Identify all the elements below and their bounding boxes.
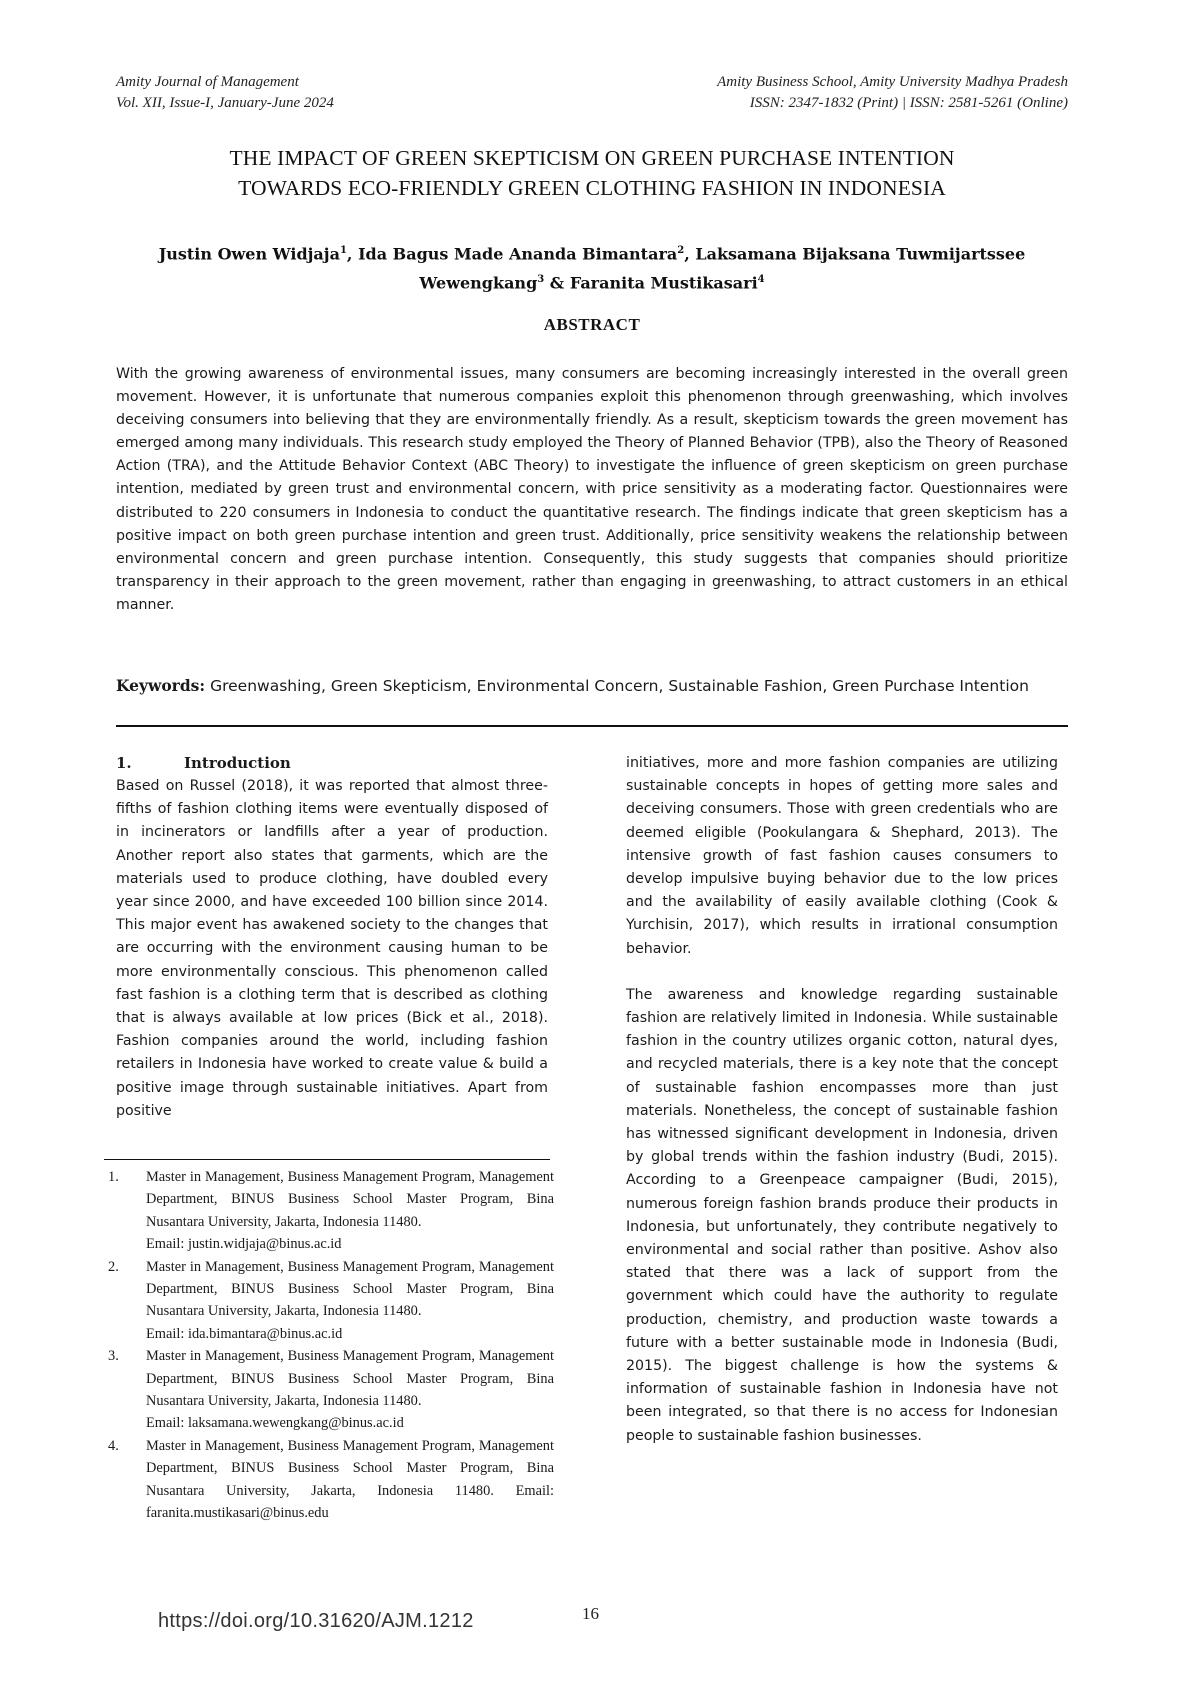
author-4: Faranita Mustikasari [569,273,758,293]
author-3-sup: 3 [537,274,545,286]
publisher-school: Amity Business School, Amity University Madhya Pradesh [717,74,1068,90]
journal-issn: ISSN: 2347-1832 (Print) | ISSN: 2581-5261 (Online) [749,95,1068,111]
footnote-number: 2. [108,1258,119,1275]
doi-link[interactable]: https://doi.org/10.31620/AJM.1212 [158,1610,474,1632]
intro-paragraph-2: The awareness and knowledge regarding sustainable fashion are relatively limited in Indonesia. While sustainable fashion in the country utilizes organic cotton, natural dyes, and recycled materials, there is a key note that the concept of sustainable fashion encompasses more than just materials. Nonetheless, the concept of sustainable fashion has witnessed significant development in Indonesia, driven by global trends within the fashion industry (Budi, 2015). According to a Greenpeace campaigner (Budi, 2015), numerous foreign fashion brands produce their products in Indonesia, but unfortunately, they contribute negatively to environmental and social rather than positive. Ashov also stated that there was a lack of support from the government which could have the authority to regulate production, chemistry, and production waste towards a future with a better sustainable mode in Indonesia (Budi, 2015). The biggest challenge is how the systems & information of sustainable fashion in Indonesia have not been integrated, so that there is no access for Indonesian people to sustainable fashion businesses. [626,986,1058,1444]
author-1: Justin Owen Widjaja [158,244,340,264]
abstract-text: With the growing awareness of environmental issues, many consumers are becoming increasingly interested in the overall green movement. However, it is unfortunate that numerous companies exploit this phenomenon through greenwashing, which involves deceiving consumers into believing that they are environmentally friendly. As a result, skepticism towards the green movement has emerged among many individuals. This research study employed the Theory of Planned Behavior (TPB), also the Theory of Reasoned Action (TRA), and the Attitude Behavior Context (ABC Theory) to investigate the influence of green skepticism on green purchase intention, mediated by green trust and environmental concern, with price sensitivity as a moderating factor. Questionnaires were distributed to 220 consumers in Indonesia to conduct the quantitative research. The findings indicate that green skepticism has a positive impact on both green purchase intention and green trust. Additionally, price sensitivity weakens the relationship between environmental concern and green purchase intention. Consequently, this study suggests that companies should prioritize transparency in their approach to the green movement, rather than engaging in greenwashing, to attract customers in an ethical manner. [116,366,1068,613]
footnote-affiliation: Master in Management, Business Management Program, Management Department, BINUS Business School Master Program, Bina Nusantara University, Jakarta, Indonesia 11480. [146,1258,554,1320]
footnote-item [104,1435,554,1525]
footnotes [104,1166,554,1525]
footnote-divider [104,1159,550,1160]
footnote-email: Email: ida.bimantara@binus.ac.id [146,1325,343,1342]
author-list: Justin Owen Widjaja$^1$, Ida Bagus Made Ananda Bimantara$^2$, Laksamana Bijaksana Tuwmijartssee Wewengkang$^3$ & Faranita Mustikasari$^4$ [158,244,1026,293]
footnote-email: Email: justin.widjaja@binus.ac.id [146,1236,342,1253]
author-1-sup: 1 [339,245,347,256]
page-number: 16 [582,1604,599,1623]
running-header-left [116,72,334,114]
keywords-label: Keywords: [116,676,206,695]
title-line-1: THE IMPACT OF GREEN SKEPTICISM ON GREEN PURCHASE INTENTION [229,146,955,170]
section-divider [116,725,1068,727]
keywords [116,674,1068,698]
footnote-email: Email: laksamana.wewengkang@binus.ac.id [146,1415,404,1432]
author-2: Ida Bagus Made Ananda Bimantara [358,244,678,264]
footnote-text [146,1166,554,1256]
footnote-number: 3. [108,1348,119,1365]
footnote-email: Email: faranita.mustikasari@binus.edu [146,1482,554,1522]
intro-paragraph-continued: initiatives, more and more fashion companies are utilizing sustainable concepts in hopes of getting more sales and deceiving consumers. Those with green credentials who are deemed eligible (Pookulangara & Shephard, 2013). The intensive growth of fast fashion causes consumers to develop impulsive buying behavior due to the low prices and the availability of easily available clothing (Cook & Yurchisin, 2017), which results in irrational consumption behavior. [626,755,1058,957]
footnote-affiliation: Master in Management, Business Management Program, Management Department, BINUS Business School Master Program, Bina Nusantara University, Jakarta, Indonesia 11480. [146,1169,554,1230]
author-ampersand: & [549,273,565,293]
footnote-item [104,1166,554,1256]
left-column [116,752,548,1123]
keywords-text: Greenwashing, Green Skepticism, Environmental Concern, Sustainable Fashion, Green Purchase Intention [210,677,1029,695]
section-heading [116,752,548,775]
author-4-sup: 4 [757,274,765,286]
section-title: Introduction [184,754,291,772]
journal-name: Amity Journal of Management [116,74,299,90]
footnote-affiliation: Master in Management, Business Management Program, Management Department, BINUS Business School Master Program, Bina Nusantara University, Jakarta, Indonesia 11480. [146,1437,554,1499]
intro-paragraph-1: Based on Russel (2018), it was reported that almost three-fifths of fashion clothing items were eventually disposed of in incinerators or landfills after a year of production. Another report also states that garments, which are the materials used to produce clothing, have doubled every year since 2000, and have exceeded 100 billion since 2014. This major event has awakened society to the changes that are occurring with the environment causing human to be more environmentally conscious. This phenomenon called fast fashion is a clothing term that is described as clothing that is always available at low prices (Bick et al., 2018). Fashion companies around the world, including fashion retailers in Indonesia have worked to create value & build a positive image through sustainable initiatives. Apart from positive [116,778,548,1119]
footnote-number: 4. [108,1437,119,1454]
title-line-2: TOWARDS ECO-FRIENDLY GREEN CLOTHING FASHION IN INDONESIA [238,176,946,200]
author-2-sup: 2 [677,245,685,256]
footnote-text [146,1345,554,1435]
right-column [626,752,1058,1448]
abstract-heading: ABSTRACT [543,315,641,334]
footnote-text [146,1435,554,1525]
footnote-item [104,1345,554,1435]
running-header-right [717,72,1068,114]
section-number: 1. [116,754,132,772]
footnote-text [146,1256,554,1346]
paper-title [116,143,1068,203]
author-3: Laksamana Bijaksana Tuwmijartssee Wewengkang [419,244,1026,293]
footnote-item [104,1256,554,1346]
footnote-number: 1. [108,1169,119,1185]
journal-volume: Vol. XII, Issue-I, January-June 2024 [116,95,334,111]
footnote-affiliation: Master in Management, Business Management Program, Management Department, BINUS Business School Master Program, Bina Nusantara University, Jakarta, Indonesia 11480. [146,1348,554,1410]
